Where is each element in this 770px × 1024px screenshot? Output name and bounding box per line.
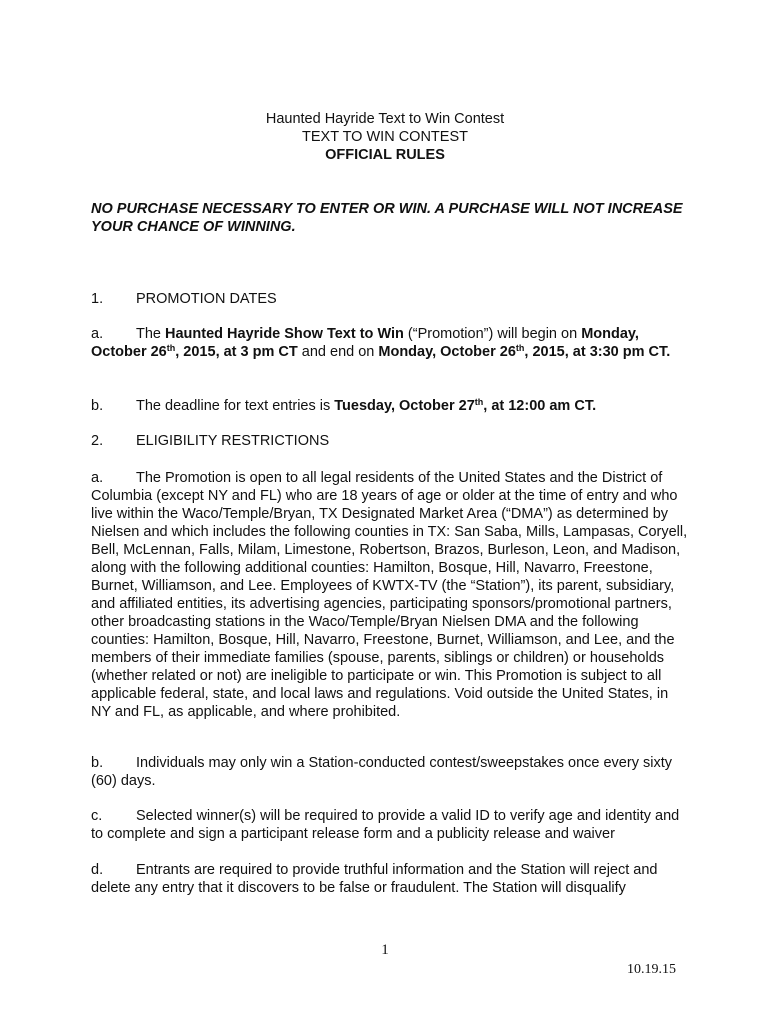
page-number: 1 [381, 942, 389, 958]
section-number: 2. [91, 433, 104, 449]
paragraph-2d [91, 861, 691, 897]
section-1-heading [91, 290, 691, 308]
text-run: The [136, 326, 166, 342]
item-label: b. [91, 755, 104, 771]
section-title: ELIGIBILITY RESTRICTIONS [136, 433, 330, 449]
section-number: 1. [91, 291, 104, 307]
promotion-name: Haunted Hayride Show Text to Win [165, 326, 404, 342]
text-run: The deadline for text entries is [136, 398, 335, 414]
item-label: b. [91, 398, 104, 414]
paragraph-1b [91, 397, 691, 415]
paragraph-2a [91, 469, 691, 721]
section-title: PROMOTION DATES [136, 291, 277, 307]
paragraph-text: The Promotion is open to all legal residents of the United States and the District of Columbia (except NY and FL) who are 18 years of age or older at the time of entry and who live within the Waco/Temple/Bryan, TX Designated Market Area (“DMA”) as determined by Nielsen and which includes the following counties in TX: San Saba, Mills, Lampasas, Coryell, Bell, McLennan, Falls, Milam, Limestone, Robertson, Brazos, Burleson, Leon, and Madison, along with the following additional counties: Hamilton, Bosque, Hill, Navarro, Freestone, Burnet, Williamson, and Lee. Employees of KWTX-TV (the “Station”), its parent, subsidiary, and affiliated entities, its advertising agencies, participating sponsors/promotional partners, other broadcasting stations in the Waco/Temple/Bryan Nielsen DMA and the following counties: Hamilton, Bosque, Hill, Navarro, Freestone, Burnet, Williamson, and Lee, and the members of their immediate families (spouse, parents, siblings or children) or households (whether related or not) are ineligible to participate or win. This Promotion is subject to all applicable federal, state, and local laws and regulations. Void outside the United States, in NY and FL, as applicable, and where prohibited. [91, 470, 688, 720]
paragraph-2c [91, 807, 691, 843]
no-purchase-notice: NO PURCHASE NECESSARY TO ENTER OR WIN. A PURCHASE WILL NOT INCREASE YOUR CHANCE OF WINNING. [91, 201, 683, 235]
item-label: a. [91, 326, 104, 342]
contest-title: Haunted Hayride Text to Win Contest [265, 111, 505, 127]
entry-deadline: Tuesday, October 27th, at 12:00 am CT. [334, 397, 597, 414]
paragraph-text: Entrants are required to provide truthful information and the Station will reject and delete any entry that it discovers to be false or fraudulent. The Station will disqualify [91, 862, 658, 896]
end-date: Monday, October 26th, 2015, at 3:30 pm CT. [378, 343, 671, 360]
document-header [0, 110, 770, 164]
start-date: Monday, October 26th, 2015, at 3 pm CT [91, 326, 639, 360]
official-rules-heading: OFFICIAL RULES [325, 147, 445, 163]
item-label: c. [91, 808, 103, 824]
text-run: (“Promotion”) will begin on [403, 326, 582, 342]
revision-date: 10.19.15 [627, 962, 676, 977]
paragraph-text: Selected winner(s) will be required to provide a valid ID to verify age and identity and to complete and sign a participant release form and a publicity release and waiver [91, 808, 680, 842]
paragraph-1a [91, 325, 691, 361]
item-label: d. [91, 862, 104, 878]
contest-subtitle: TEXT TO WIN CONTEST [302, 129, 468, 145]
section-2-heading [91, 432, 691, 450]
paragraph-text: Individuals may only win a Station-conducted contest/sweepstakes once every sixty (60) days. [91, 755, 672, 789]
item-label: a. [91, 470, 104, 486]
text-run: and end on [297, 344, 379, 360]
paragraph-2b [91, 754, 691, 790]
